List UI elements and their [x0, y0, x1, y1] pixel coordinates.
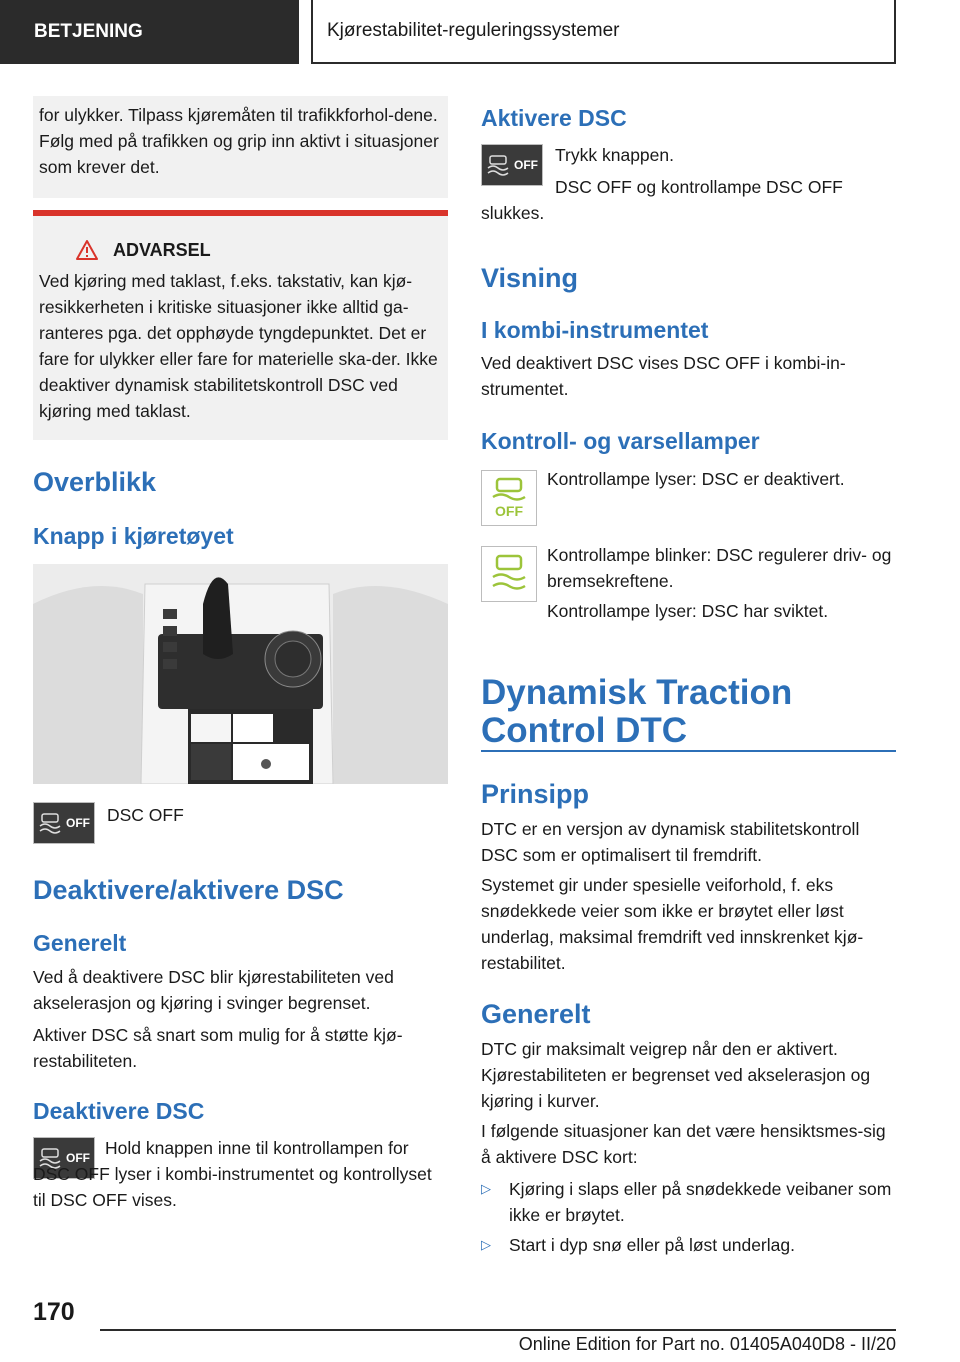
section-title: BETJENING: [34, 21, 143, 42]
deactivate-text: Hold knappen inne til kontrollampen for DSC OFF lyser i kombi-instrumentet og kontrollyset til DSC OFF vises.: [33, 1138, 432, 1210]
car-skid-icon: [38, 812, 62, 834]
page-number: 170: [33, 1298, 75, 1326]
activate-paragraph-1: Trykk knappen.: [555, 145, 674, 165]
lamps-heading: Kontroll- og varsellamper: [481, 428, 760, 454]
principle-heading: Prinsipp: [481, 779, 590, 809]
lamp2-text-2: Kontrollampe lyser: DSC har sviktet.: [547, 601, 829, 621]
bullet-text: Kjøring i slaps eller på snødekkede veibaner som ikke er brøytet.: [509, 1179, 892, 1225]
footer-rule: [100, 1329, 896, 1331]
kombi-text: Ved deaktivert DSC vises DSC OFF i kombi-in-strumentet.: [481, 353, 846, 399]
chapter-title: Kjørestabilitet-reguleringssystemer: [327, 20, 620, 41]
bullet-text: Start i dyp snø eller på løst underlag.: [509, 1235, 795, 1255]
general-right-paragraph-1: DTC gir maksimalt veigrep når den er aktivert. Kjørestabiliteten er begrenset ved akselerasjon og kjøring i kurver.: [481, 1039, 871, 1111]
button-heading: Knapp i kjøretøyet: [33, 523, 234, 549]
chapter-tab: [311, 0, 896, 64]
bullet-triangle-icon: ▷: [481, 1237, 491, 1252]
lamp1-text: Kontrollampe lyser: DSC er deaktivert.: [547, 469, 845, 489]
gear-selector-image: [33, 564, 448, 784]
dtc-heading-rule: [481, 750, 896, 752]
off-label: OFF: [66, 1151, 90, 1165]
edition-footer: Online Edition for Part no. 01405A040D8 - II/20: [518, 1334, 896, 1354]
dtc-heading: Dynamisk Traction Control DTC: [481, 673, 793, 750]
overview-heading: Overblikk: [33, 467, 157, 497]
general-heading-left: Generelt: [33, 930, 127, 956]
warning-header: [75, 234, 442, 266]
dsc-off-caption: DSC OFF: [107, 805, 184, 825]
svg-text:OFF: OFF: [495, 503, 523, 519]
section-tab: [0, 0, 299, 64]
deactivate-heading: Deaktivere/aktivere DSC: [33, 875, 344, 905]
car-skid-icon: [486, 154, 510, 176]
general-right-paragraph-2: I følgende situasjoner kan det være hensiktsmes-sig å aktivere DSC kort:: [481, 1121, 886, 1167]
dsc-off-lamp-icon: [487, 476, 531, 520]
intro-text: for ulykker. Tilpass kjøremåten til trafikkforhol-dene. Følg med på trafikken og grip inn aktivt i situasjoner som krever det.: [39, 105, 439, 177]
dsc-off-button-icon: [33, 802, 95, 844]
principle-paragraph-1: DTC er en versjon av dynamisk stabilitetskontroll DSC som er optimalisert til fremdrift.: [481, 819, 860, 865]
bullet-item: [481, 1176, 896, 1228]
kombi-heading: I kombi-instrumentet: [481, 317, 709, 343]
warning-text: Ved kjøring med taklast, f.eks. takstativ, kan kjø-resikkerheten i kritiske situasjoner ikke alltid ga-ranteres pga. det opphøyde tyngdepunktet. Det er fare for ulykker eller fare for materielle ska-der. Ikke deaktiver dynamisk stabilitetskontroll DSC ved kjøring med taklast.: [39, 271, 438, 421]
bullet-item: [481, 1232, 896, 1258]
general-paragraph-1: Ved å deaktivere DSC blir kjørestabiliteten ved akselerasjon og kjøring i svinger begrenset.: [33, 967, 394, 1013]
intro-box: [33, 96, 448, 198]
display-heading: Visning: [481, 263, 579, 293]
warning-triangle-icon: [75, 239, 99, 261]
console-illustration: [33, 564, 448, 784]
general-heading-right: Generelt: [481, 999, 591, 1029]
off-label: OFF: [66, 816, 90, 830]
principle-paragraph-2: Systemet gir under spesielle veiforhold, f. eks snødekkede veier som ikke er brøytet eller løst underlag, maksimal fremdrift ved innskrenket kjø-restabilitet.: [481, 875, 864, 973]
warning-title: ADVARSEL: [113, 239, 211, 260]
activate-heading: Aktivere DSC: [481, 105, 627, 131]
dsc-off-lamp: [481, 470, 537, 526]
activate-paragraph-2: DSC OFF og kontrollampe DSC OFF slukkes.: [481, 177, 843, 223]
general-paragraph-2: Aktiver DSC så snart som mulig for å støtte kjø-restabiliteten.: [33, 1025, 403, 1071]
warning-box: [33, 216, 448, 440]
dsc-warning-lamp: [481, 546, 537, 602]
deactivate-subheading: Deaktivere DSC: [33, 1098, 205, 1124]
bullet-triangle-icon: ▷: [481, 1181, 491, 1196]
dsc-warning-lamp-icon: [487, 552, 531, 596]
lamp2-text-1: Kontrollampe blinker: DSC regulerer driv- og bremsekreftene.: [547, 545, 892, 591]
off-label: OFF: [514, 158, 538, 172]
